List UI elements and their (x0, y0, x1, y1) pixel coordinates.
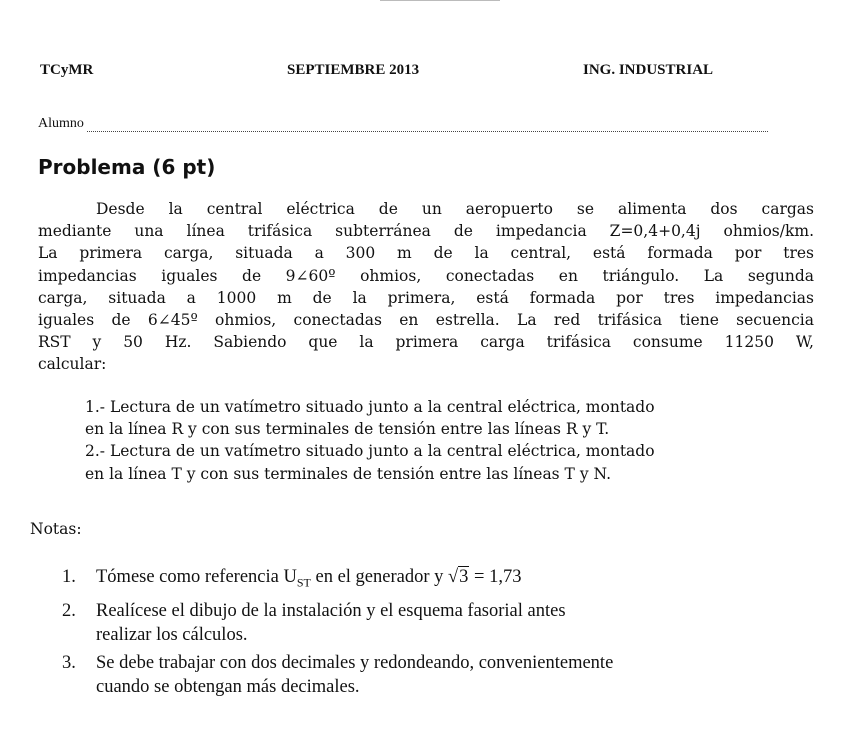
note-item (62, 599, 848, 647)
notes-heading: Notas: (30, 520, 82, 538)
statement-line: impedancias iguales de 9∠60º ohmios, conectadas en triángulo. La segunda (38, 266, 814, 285)
header-degree: ING. INDUSTRIAL (583, 62, 714, 78)
notes-list (62, 565, 848, 703)
statement-line: calcular: (38, 355, 107, 374)
note-text: Realícese el dibujo de la instalación y el esquema fasorial antes (96, 600, 566, 621)
scan-mark (380, 0, 500, 1)
problem-statement (38, 198, 814, 376)
sqrt-symbol: √3 (448, 567, 469, 587)
note-item (62, 565, 848, 595)
problem-title: Problema (6 pt) (38, 155, 216, 179)
statement-line: mediante una línea trifásica subterránea de impedancia Z=0,4+0,4j ohmios/km. (38, 222, 814, 241)
note-text: realizar los cálculos. (96, 624, 248, 645)
question-line: en la línea R y con sus terminales de tensión entre las líneas R y T. (85, 420, 610, 439)
header-date: SEPTIEMBRE 2013 (287, 62, 420, 78)
question-line: 2.- Lectura de un vatímetro situado junto a la central eléctrica, montado (85, 442, 655, 461)
header-course: TCyMR (40, 62, 94, 78)
question-line: en la línea T y con sus terminales de tensión entre las líneas T y N. (85, 464, 612, 483)
statement-line: RST y 50 Hz. Sabiendo que la primera carga trifásica consume 11250 W, (38, 333, 814, 352)
statement-line: iguales de 6∠45º ohmios, conectadas en estrella. La red trifásica tiene secuencia (38, 311, 814, 330)
note-text: cuando se obtengan más decimales. (96, 676, 360, 697)
questions-list (85, 396, 837, 485)
note-text: Se debe trabajar con dos decimales y redondeando, convenientemente (96, 652, 614, 673)
note-number: 2. (62, 600, 76, 621)
statement-line: Desde la central eléctrica de un aeropuerto se alimenta dos cargas (96, 200, 814, 218)
statement-line: La primera carga, situada a 300 m de la central, está formada por tres (38, 244, 814, 263)
student-name-row (38, 116, 768, 132)
note-number: 3. (62, 652, 76, 673)
student-name-line[interactable] (87, 121, 768, 132)
question-line: 1.- Lectura de un vatímetro situado junto a la central eléctrica, montado (85, 398, 655, 416)
student-label: Alumno (38, 116, 84, 131)
note-text: Tómese como referencia $U_{ST}$ en el generador y √3 = 1,73 (96, 567, 522, 590)
note-number: 1. (62, 567, 76, 587)
note-item (62, 651, 848, 699)
statement-line: carga, situada a 1000 m de la primera, está formada por tres impedancias (38, 288, 814, 307)
